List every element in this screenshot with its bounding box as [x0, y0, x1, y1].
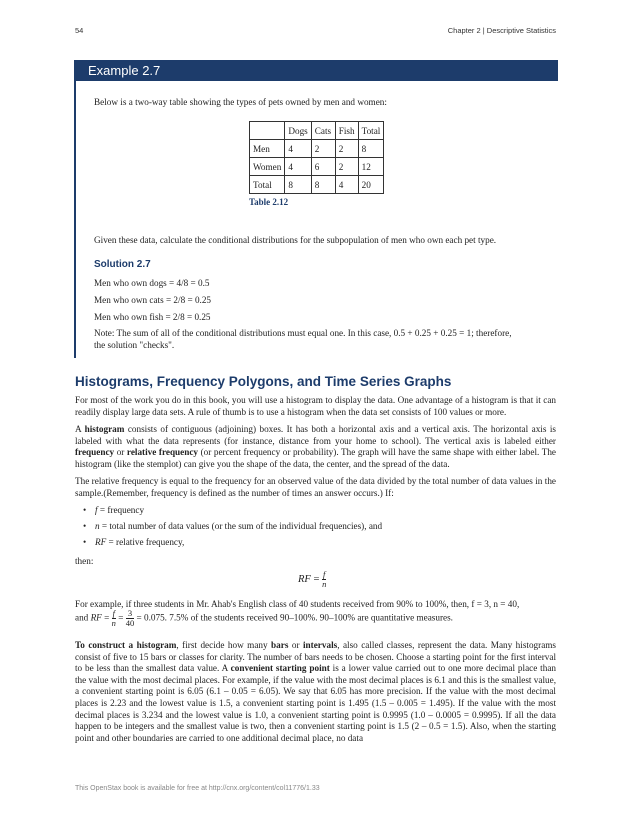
text-run: = total number of data values (or the sum of the individual frequencies), and [99, 521, 383, 531]
footer: This OpenStax book is available for free at http://cnx.org/content/col11776/1.33 [75, 785, 320, 792]
text-run: = frequency [97, 505, 145, 515]
table-cell: 20 [358, 176, 384, 194]
table-cell: 4 [335, 176, 358, 194]
table-cell: 2 [335, 158, 358, 176]
table-header-cell: Total [358, 122, 384, 140]
example-title: Example 2.7 [76, 60, 558, 81]
solution-line: Men who own fish = 2/8 = 0.25 [94, 312, 211, 322]
text-run: consists of contiguous (adjoining) boxes. It has both a horizontal axis and a vertical axis. The horizontal axis is labeled with what the data represents (for instance, distance from your home to school). The vertical axis is labeled either [75, 424, 556, 446]
bullet-icon: • [83, 537, 87, 547]
text-run: and [75, 612, 91, 623]
fraction-numerator: f [323, 569, 326, 579]
formula-fraction [322, 570, 326, 589]
text-run: = relative frequency, [106, 537, 185, 547]
text-run: , first decide how many [176, 640, 272, 650]
list-item [83, 537, 184, 547]
example-formula-line [75, 609, 453, 628]
solution-line: Men who own dogs = 4/8 = 0.5 [94, 278, 210, 288]
table-cell: 6 [311, 158, 335, 176]
table-cell: 8 [311, 176, 335, 194]
text-run: = [115, 612, 126, 623]
variable: f [95, 505, 98, 515]
chapter-title: Chapter 2 | Descriptive Statistics [447, 26, 556, 35]
fraction-denominator: n [111, 618, 116, 628]
text-run: or [288, 640, 303, 650]
table-header-cell: Cats [311, 122, 335, 140]
term-histogram: histogram [84, 424, 125, 434]
solution-note-line: Note: The sum of all of the conditional distributions must equal one. In this case, 0.5 + 0.25 + 0.25 = 1; therefore, [94, 328, 512, 338]
solution-note-line: the solution "checks". [94, 340, 175, 350]
inline-fraction [126, 609, 135, 628]
fraction-denominator: 40 [125, 618, 135, 628]
text-run: (or percent frequency or probability). The graph will have the same shape with either label. The histogram (like the stemplot) can give you the shape of the data, the center, and the spread of the data. [75, 447, 556, 469]
table-row [250, 158, 384, 176]
table-row [250, 140, 384, 158]
list-item [83, 521, 382, 531]
term-frequency: frequency [75, 447, 115, 458]
example-question: Given these data, calculate the conditional distributions for the subpopulation of men who own each pet type. [94, 235, 497, 245]
table-header-cell: Fish [335, 122, 358, 140]
list-item [83, 505, 144, 515]
table-cell: 8 [358, 140, 384, 158]
solution-title: Solution 2.7 [94, 259, 151, 270]
table-cell: 12 [358, 158, 384, 176]
table-caption: Table 2.12 [249, 197, 289, 207]
table-header-cell [250, 122, 285, 140]
text-run: , also called classes, represent the data. Many histograms consist of five to 15 bars or classes for clarity. The number of bars needs to be chosen. Choose a starting point for the first interval to be less than the smallest data value. A [75, 640, 556, 674]
table-cell: 4 [285, 158, 311, 176]
fraction-denominator: n [322, 579, 327, 589]
fraction-numerator: 3 [126, 609, 135, 619]
term-bars: bars [271, 640, 289, 650]
variable: n [95, 521, 100, 531]
text-run: = [101, 612, 112, 623]
paragraph [75, 424, 556, 470]
variable: RF [90, 612, 102, 623]
formula-lhs: RF [298, 573, 311, 585]
section-title: Histograms, Frequency Polygons, and Time Series Graphs [75, 374, 452, 389]
table-cell: 2 [335, 140, 358, 158]
then-label: then: [75, 556, 94, 566]
text-run: or [114, 447, 127, 458]
pets-table [249, 121, 384, 194]
example-sentence-line: For example, if three students in Mr. Ahab's English class of 40 students received from 90% to 100%, then, f = 3, n = 40, [75, 599, 520, 609]
table-cell: Total [250, 176, 285, 194]
paragraph [75, 640, 556, 744]
term-intervals: intervals [303, 640, 338, 650]
term-construct-histogram: To construct a histogram [75, 640, 177, 650]
table-cell: 4 [285, 140, 311, 158]
example-intro: Below is a two-way table showing the types of pets owned by men and women: [94, 97, 387, 107]
paragraph: For most of the work you do in this book, you will use a histogram to display the data. One advantage of a histogram is that it can readily display large data sets. A rule of thumb is to use a histogram when the data set consists of 100 values or more. [75, 395, 556, 417]
page-number: 54 [75, 26, 84, 35]
term-convenient-starting-point: convenient starting point [230, 663, 330, 674]
table-header-row [250, 122, 384, 140]
table-row [250, 176, 384, 194]
formula-eq: = [310, 573, 322, 585]
text-run: = 0.075. 7.5% of the students received 90–100%. 90–100% are quantitative measures. [134, 612, 453, 623]
table-cell: Women [250, 158, 285, 176]
paragraph: The relative frequency is equal to the frequency for an observed value of the data divided by the total number of data values in the sample.(Remember, frequency is defined as the number of times an answer occurs.) If: [75, 476, 556, 498]
text-run: is a lower value carried out to one more decimal place than the value with the most decimal places. For example, if the value with the most decimal places is 6.1 and this is the smallest value, a convenient starting point is 6.05 (6.1 – 0.05 = 6.05). We say that 6.05 has more precision. If the value with the most decimal places is 2.23 and the lowest value is 1.5, a convenient starting point is 1.495 (1.5 – 0.005 = 1.495). If the value with the most decimal places is 3.234 and the lowest value is 1.0, a convenient starting point is 0.9995 (1.0 – 0.0005 = 0.9995). If all the data happen to be integers and the smallest value is two, then a convenient starting point is 1.5 (2 – 0.5 = 1.5). Also, when the starting point and other boundaries are carried to one additional decimal place, no data [75, 663, 556, 743]
table-cell: 2 [311, 140, 335, 158]
solution-line: Men who own cats = 2/8 = 0.25 [94, 295, 212, 305]
term-relative-frequency: relative frequency [126, 447, 199, 458]
formula [298, 570, 326, 589]
bullet-icon: • [83, 505, 87, 515]
variable: RF [95, 537, 107, 547]
table-cell: 8 [285, 176, 311, 194]
bullet-icon: • [83, 521, 87, 531]
table-header-cell: Dogs [285, 122, 311, 140]
fraction-numerator: f [112, 608, 115, 618]
text-run: A [75, 424, 85, 434]
table-cell: Men [250, 140, 285, 158]
